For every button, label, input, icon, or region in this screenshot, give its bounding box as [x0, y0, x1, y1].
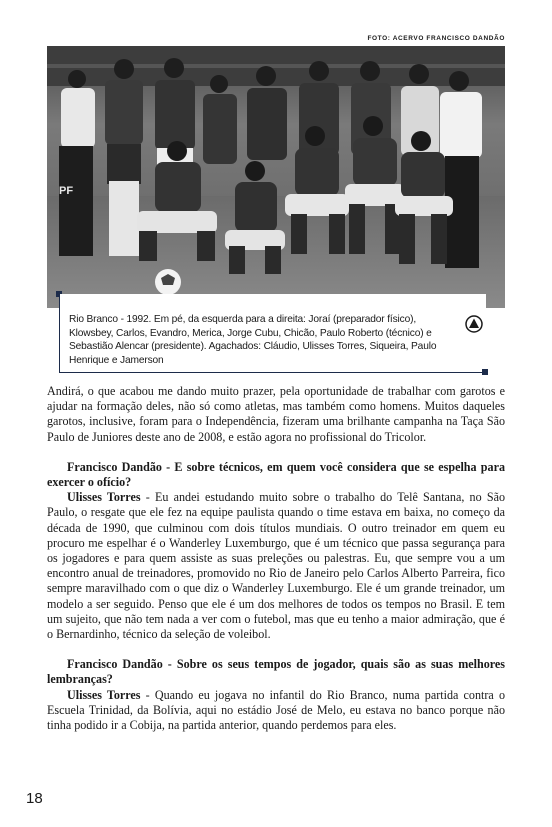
paragraph-intro: Andirá, o que acabou me dando muito prazer, pela oportunidade de trabalhar com garotos e ajudar na formação deles, não só como atletas, mas também como homens. Muitos daqueles garotos, inclusive, foram para o Independência, fizeram uma brilhante campanha na Taça São Paulo de Juniores deste ano de 2008, e estão agora no profissional do Tricolor.: [47, 384, 505, 444]
question-2: Francisco Dandão - Sobre os seus tempos de jogador, quais são as suas melhores lembranças?: [47, 657, 505, 687]
photo-caption: Rio Branco - 1992. Em pé, da esquerda para a direita: Joraí (preparador físico), Klowsbey, Carlos, Evandro, Merica, Jorge Cubu, Chicão, Paulo Roberto (técnico) e Sebastião Alencar (presidente). Agachados: Cláudio, Ulisses Torres, Siqueira, Paulo Henrique e Jamerson: [69, 314, 437, 366]
question-1: Francisco Dandão - E sobre técnicos, em quem você considera que se espelha para exercer o ofício?: [47, 459, 505, 490]
answer-2-speaker: Ulisses Torres: [67, 687, 141, 702]
page-number: 18: [26, 790, 43, 807]
answer-1: [47, 490, 505, 642]
triangle-emblem-icon: [465, 315, 483, 333]
interview-text: [47, 384, 505, 733]
answer-2-text: - Quando eu jogava no infantil do Rio Branco, numa partida contra o Escuela Trinidad, da Bolívia, aqui no estádio José de Melo, eu estava no banco porque não tinha podido ir a Cobija, na partida anterior, quando perdemos para eles.: [47, 687, 505, 733]
team-photo-illustration: [47, 46, 505, 308]
team-photo: [47, 46, 505, 308]
answer-2: [47, 688, 505, 734]
photo-credit: FOTO: ACERVO FRANCISCO DANDÃO: [367, 35, 505, 42]
shirt-text: PF: [59, 185, 74, 197]
caption-corner-bottom: [482, 369, 488, 375]
answer-1-speaker: Ulisses Torres: [67, 490, 141, 505]
answer-1-text: - Eu andei estudando muito sobre o trabalho do Telê Santana, no São Paulo, o resgate que ele fez na equipe paulista quando o time estava em baixa, no começo da década de 1990, que culminou com dois títulos mundiais. O outro treinador em quem eu procuro me espelhar é o Wanderley Luxemburgo, que é um técnico que passa segurança para os jogadores e para quem assiste as suas preleções ou palestras. Eu, que sempre vou a um encontro anual de treinadores, promovido no Rio de Janeiro pelo Carlos Alberto Parreira, fico sempre maravilhado com o que diz o Wanderley Luxemburgo. Ele é um grande treinador, um modelo a ser seguido. Penso que ele é um dos melhores de todos os tempos no Brasil. E tem um sujeito, que não tem nada a ver com o futebol, mas que eu tenho a maior admiração, que é o Bernardinho, técnico da seleção de voleibol.: [47, 490, 505, 642]
